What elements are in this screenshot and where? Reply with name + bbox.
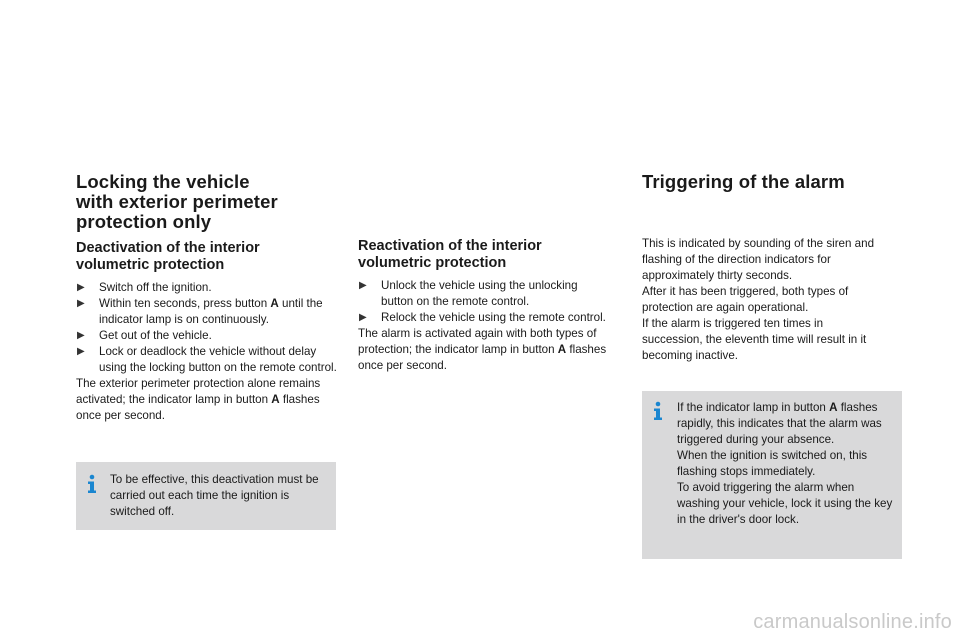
- triggering-section: [642, 172, 904, 364]
- info-text: To be effective, this deactivation must be carried out each time the ignition is switched off.: [110, 473, 319, 518]
- list-item: ▶︎ Switch off the ignition.: [77, 281, 212, 294]
- button-label-a: A: [829, 401, 838, 414]
- triggering-body: [642, 236, 904, 364]
- triggering-para-3: If the alarm is triggered ten times in succession, the eleventh time will result in it becoming inactive.: [642, 317, 867, 362]
- list-item: ▶︎ Get out of the vehicle.: [77, 329, 212, 342]
- triggering-para-2: After it has been triggered, both types of protection are again operational.: [642, 285, 849, 314]
- arrow-bullet-icon: ▶︎: [77, 330, 85, 341]
- info-icon: [650, 401, 666, 421]
- info-box-deactivation: [76, 462, 336, 530]
- deactivation-title: Deactivation of the interior volumetric protection: [76, 240, 260, 273]
- arrow-bullet-icon: ▶︎: [77, 298, 85, 309]
- button-label-a: A: [271, 393, 280, 406]
- arrow-bullet-icon: ▶︎: [359, 280, 367, 291]
- info-text: If the indicator lamp in button A flashes rapidly, this indicates that the alarm was triggered during your absence. When the ignition is switched on, this flashing stops immediately. To avoid triggering the alarm when washing your vehicle, lock it using the key in the driver's door lock.: [677, 401, 893, 526]
- list-item: ▶︎ Lock or deadlock the vehicle without delay using the locking button on the remote control.: [77, 345, 337, 374]
- info-icon: [84, 474, 100, 494]
- locking-section: [76, 172, 338, 424]
- list-item: ▶︎ Unlock the vehicle using the unlocking button on the remote control.: [359, 279, 578, 308]
- list-item: ▶︎ Within ten seconds, press button A until the indicator lamp is on continuously.: [77, 297, 323, 326]
- deactivation-note: The exterior perimeter protection alone remains activated; the indicator lamp in button A flashes once per second.: [76, 377, 321, 422]
- reactivation-steps: [358, 278, 608, 326]
- triggering-title: Triggering of the alarm: [642, 171, 845, 192]
- arrow-bullet-icon: ▶︎: [359, 312, 367, 323]
- locking-title: Locking the vehicle with exterior perimeter protection only: [76, 171, 278, 232]
- deactivation-steps: [76, 280, 338, 376]
- arrow-bullet-icon: ▶︎: [77, 346, 85, 357]
- arrow-bullet-icon: ▶︎: [77, 282, 85, 293]
- button-label-a: A: [270, 297, 279, 310]
- button-label-a: A: [557, 343, 567, 356]
- reactivation-section: [358, 238, 608, 374]
- reactivation-title: Reactivation of the interior volumetric protection: [358, 238, 542, 271]
- watermark: carmanualsonline.info: [753, 611, 952, 633]
- info-box-triggering: [642, 391, 902, 559]
- reactivation-note: The alarm is activated again with both types of protection; the indicator lamp in button A flashes once per second.: [358, 327, 607, 372]
- list-item: ▶︎ Relock the vehicle using the remote control.: [359, 311, 606, 324]
- triggering-para-1: This is indicated by sounding of the siren and flashing of the direction indicators for approximately thirty seconds.: [642, 237, 875, 282]
